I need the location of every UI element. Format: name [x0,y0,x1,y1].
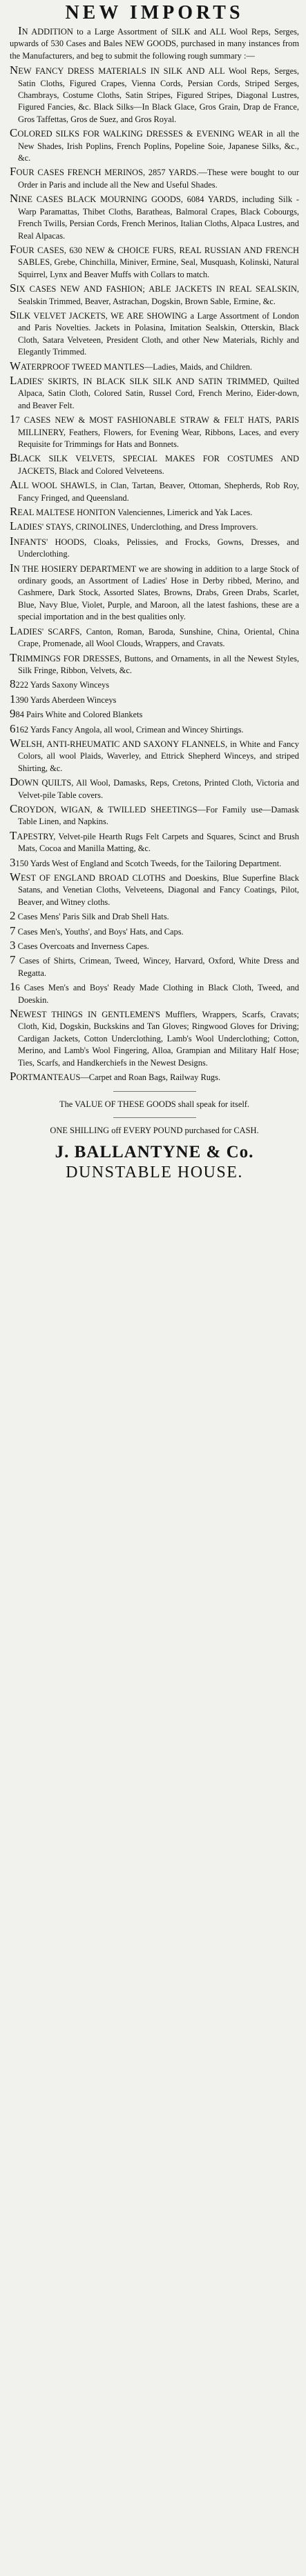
goods-item: NEWEST THINGS IN GENTLEMEN'S Mufflers, Wrappers, Scarfs, Cravats; Cloth, Kid, Dogskin, Buckskins and Tan Gloves; Ringwood Gloves for Driving; Cardigan Jackets, Cotton Underclothing, Lamb's Wool Underclothing; Cotton, Merino, and Lamb's Wool Fingering, Alloa, Grampian and Military Half Hose; Ties, Scarfs, and Handkerchiefs in the Newest Designs. [10,1007,299,1068]
value-notice: The VALUE OF THESE GOODS shall speak for itself. [59,1099,249,1109]
goods-item: PORTMANTEAUS—Carpet and Roan Bags, Railway Rugs. [10,1070,221,1084]
goods-item: DOWN QUILTS, All Wool, Damasks, Reps, Cretons, Printed Cloth, Victoria and Velvet-pile Table covers. [10,775,299,800]
goods-item: 6162 Yards Fancy Angola, all wool, Crimean and Wincey Shirtings. [10,721,244,735]
advert-intro: IN ADDITION to a Large Assortment of SILK and ALL Wool Reps, Serges, upwards of 530 Cases and Bales NEW GOODS, purchased in many instances from the Manufacturers, and beg to submit the following rough summary :— [10,24,299,61]
store-name: DUNSTABLE HOUSE. [66,1164,243,1182]
divider [113,1091,196,1092]
goods-item: SILK VELVET JACKETS, WE ARE SHOWING a Large Assortment of London and Paris Novelties. Jackets in Polasina, Imitation Sealskin, Otterskin, Black Cloth, Satara Velveteen, President Cloth, and other New Materials, Richly and Elegantly Trimmed. [10,308,299,357]
goods-item: 16 Cases Men's and Boys' Ready Made Clothing in Black Cloth, Tweed, and Doeskin. [10,980,299,1005]
goods-item: NEW FANCY DRESS MATERIALS IN SILK AND ALL Wool Reps, Serges, Satin Cloths, Figured Crapes, Vienna Cords, Persian Cords, Striped Serges, Chambrays, Costume Cloths, Satin Stripes, Figured Stripes, Diagonal Lustres, Figured Fancies, &c. Black Silks—In Black Glace, Gros Grain, Drap de France, Gros Taffettas, Gros de Suez, and Gros Royal. [10,63,299,124]
goods-item: ALL WOOL SHAWLS, in Clan, Tartan, Beaver, Ottoman, Shepherds, Rob Roy, Fancy Fringed, and Queensland. [10,478,299,503]
goods-item: 3 Cases Overcoats and Inverness Capes. [10,939,149,952]
goods-item: TRIMMINGS FOR DRESSES, Buttons, and Ornaments, in all the Newest Styles, Silk Fringe, Ribbon, Velvets, &c. [10,650,299,675]
goods-item: WELSH, ANTI-RHEUMATIC AND SAXONY FLANNELS, in White and Fancy Colors, all wool Plaids, Waverley, and Ettrick Shepherd Winceys, and striped Shirting, &c. [10,736,299,773]
goods-item: IN THE HOSIERY DEPARTMENT we are showing in addition to a large Stock of ordinary goods, an Assortment of Ladies' Hose in Derby ribbed, Merino, and Cashmere, Dark Stock, Assorted Slates, Browns, Drabs, Green Drabs, Scarlet, Blue, Navy Blue, Violet, Purple, and Maroon, all the latest fashions, these are a special importation and in the best qualities only. [10,561,299,622]
goods-item: 7 Cases Men's, Youths', and Boys' Hats, and Caps. [10,923,184,937]
goods-item: LADIES' STAYS, CRINOLINES, Underclothing, and Dress Improvers. [10,519,258,533]
goods-item: WATERPROOF TWEED MANTLES—Ladies, Maids, and Children. [10,359,253,372]
goods-item: TAPESTRY, Velvet-pile Hearth Rugs Felt Carpets and Squares, Scinct and Brush Mats, Cocoa and Manilla Matting, &c. [10,828,299,854]
goods-item: 17 CASES NEW & MOST FASHIONABLE STRAW & FELT HATS, PARIS MILLINERY, Feathers, Flowers, for Evening Wear, Ribbons, Laces, and every Requisite for Trimmings for Hats and Bonnets. [10,412,299,449]
divider [113,1117,196,1118]
goods-item: CROYDON, WIGAN, & TWILLED SHEETINGS—For Family use—Damask Table Linen, and Napkins. [10,801,299,827]
firm-name: J. BALLANTYNE & Co. [55,1143,254,1162]
goods-item: FOUR CASES FRENCH MERINOS, 2857 YARDS.—These were bought to our Order in Paris and include all the New and Useful Shades. [10,165,299,190]
goods-item: 984 Pairs White and Colored Blankets [10,707,143,721]
goods-item: INFANTS' HOODS, Cloaks, Pelissies, and Frocks, Gowns, Dresses, and Underclothing. [10,534,299,559]
goods-item: SIX CASES NEW AND FASHION; ABLE JACKETS IN REAL SEALSKIN, Sealskin Trimmed, Beaver, Astrachan, Dogskin, Brown Sable, Ermine, &c. [10,281,299,306]
goods-item: 3150 Yards West of England and Scotch Tweeds, for the Tailoring Department. [10,855,282,869]
goods-list [10,64,299,1084]
cash-discount-notice: ONE SHILLING off EVERY POUND purchased for CASH. [50,1125,259,1135]
goods-item: REAL MALTESE HONITON Valenciennes, Limerick and Yak Laces. [10,505,253,519]
goods-item: LADIES' SKIRTS, IN BLACK SILK SILK AND SATIN TRIMMED, Quilted Alpaca, Satin Cloth, Colored Satin, Russel Cord, French Merino, Eider-down, and Beaver Felt. [10,373,299,410]
goods-item: WEST OF ENGLAND BROAD CLOTHS and Doeskins, Blue Superfine Black Satans, and Venetian Cloths, Velveteens, Diagonal and Fancy Coatings, Pilot, Beaver, and Witney cloths. [10,870,299,907]
goods-item: BLACK SILK VELVETS, SPECIAL MAKES FOR COSTUMES AND JACKETS, Black and Colored Velveteens. [10,451,299,476]
advert-heading: NEW IMPORTS [65,2,244,23]
goods-item: FOUR CASES, 630 NEW & CHOICE FURS, REAL RUSSIAN AND FRENCH SABLES, Grebe, Chinchilla, Miniver, Ermine, Seal, Musquash, Kolinski, Natural Squirrel, Lynx and Beaver Muffs with Collars to match. [10,242,299,279]
goods-item: LADIES' SCARFS, Canton, Roman, Baroda, Sunshine, China, Oriental, China Crape, Promenade, all Wool Clouds, Wrappers, and Cravats. [10,623,299,649]
goods-item: 8222 Yards Saxony Winceys [10,677,110,691]
goods-item: 1390 Yards Aberdeen Winceys [10,692,117,706]
goods-item: 2 Cases Mens' Paris Silk and Drab Shell Hats. [10,909,169,923]
goods-item: NINE CASES BLACK MOURNING GOODS, 6084 YARDS, including Silk - Warp Paramattas, Thibet Cloths, Baratheas, Balmoral Crapes, Black Cobourgs, French Twills, Persian Cords, French Merinos, Italian Cloths, Alpaca Lustres, and Real Alpacas. [10,192,299,241]
goods-item: COLORED SILKS FOR WALKING DRESSES & EVENING WEAR in all the New Shades, Irish Poplins, French Poplins, Popeline Soie, Japanese Silks, &c., &c. [10,126,299,163]
goods-item: 7 Cases of Shirts, Crimean, Tweed, Wincey, Harvard, Oxford, White Dress and Regatta. [10,953,299,978]
